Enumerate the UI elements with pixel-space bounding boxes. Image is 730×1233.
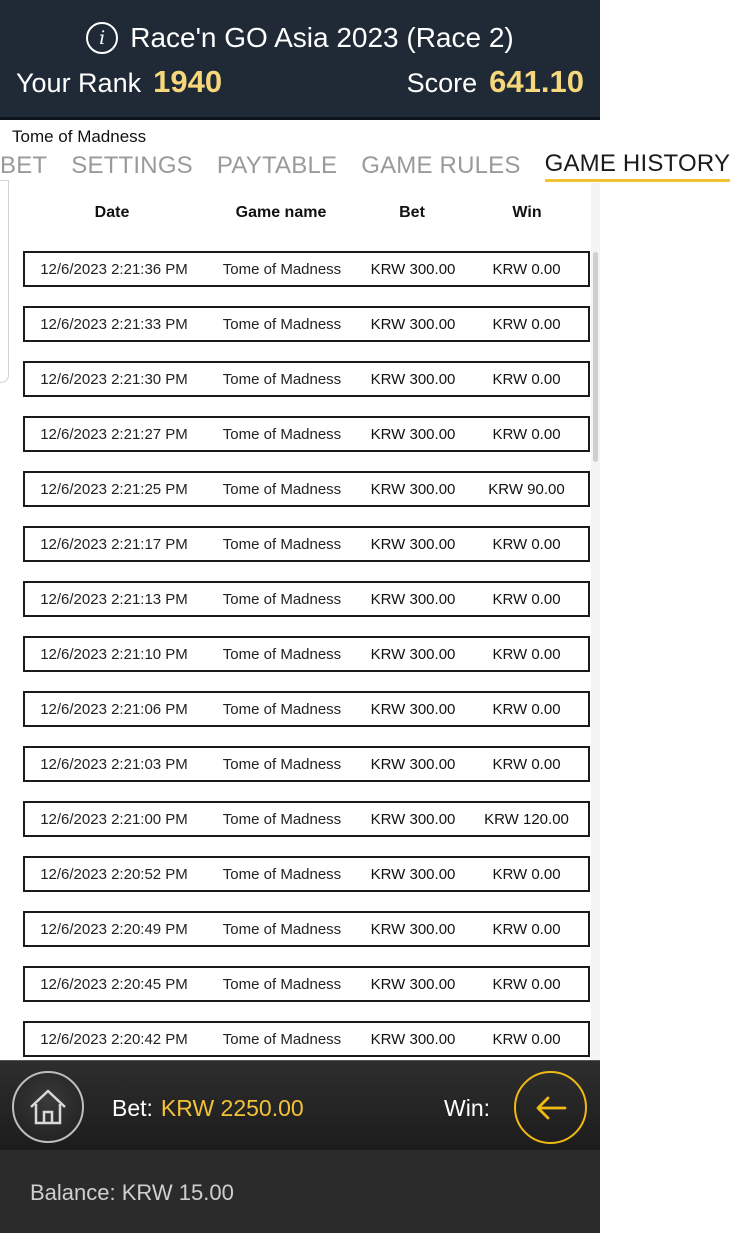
race-title: Race'n GO Asia 2023 (Race 2) bbox=[130, 22, 514, 53]
score-display bbox=[407, 64, 584, 100]
row-date: 12/6/2023 2:20:49 PM bbox=[40, 920, 188, 938]
row-bet: KRW 300.00 bbox=[370, 645, 456, 663]
tab-game-rules[interactable]: GAME RULES bbox=[361, 152, 521, 179]
row-game-name: Tome of Madness bbox=[222, 920, 342, 938]
row-game-name: Tome of Madness bbox=[222, 535, 342, 553]
row-game-name: Tome of Madness bbox=[222, 865, 342, 883]
race-title-row[interactable] bbox=[0, 22, 600, 54]
row-win: KRW 0.00 bbox=[492, 1030, 561, 1048]
history-row[interactable] bbox=[23, 746, 590, 782]
row-bet: KRW 300.00 bbox=[370, 700, 456, 718]
row-win: KRW 0.00 bbox=[492, 370, 561, 388]
row-date: 12/6/2023 2:21:30 PM bbox=[40, 370, 188, 388]
row-bet: KRW 300.00 bbox=[370, 425, 456, 443]
history-list bbox=[23, 251, 590, 1076]
history-row[interactable] bbox=[23, 1021, 590, 1057]
row-game-name: Tome of Madness bbox=[222, 370, 342, 388]
row-date: 12/6/2023 2:21:03 PM bbox=[40, 755, 188, 773]
bet-value: KRW 2250.00 bbox=[160, 1095, 304, 1121]
rank-label: Your Rank bbox=[16, 68, 142, 98]
tab-game-history[interactable]: GAME HISTORY bbox=[545, 150, 730, 182]
bet-label: Bet: bbox=[112, 1095, 153, 1121]
scrollbar-thumb[interactable] bbox=[593, 252, 598, 462]
history-row[interactable] bbox=[23, 691, 590, 727]
row-date: 12/6/2023 2:21:27 PM bbox=[40, 425, 188, 443]
row-game-name: Tome of Madness bbox=[222, 810, 342, 828]
row-date: 12/6/2023 2:21:36 PM bbox=[40, 260, 188, 278]
row-game-name: Tome of Madness bbox=[222, 700, 342, 718]
row-bet: KRW 300.00 bbox=[370, 590, 456, 608]
row-bet: KRW 300.00 bbox=[370, 1030, 456, 1048]
row-date: 12/6/2023 2:21:13 PM bbox=[40, 590, 188, 608]
history-row[interactable] bbox=[23, 526, 590, 562]
row-bet: KRW 300.00 bbox=[370, 480, 456, 498]
column-header-game-name: Game name bbox=[235, 204, 327, 221]
row-win: KRW 0.00 bbox=[492, 755, 561, 773]
row-bet: KRW 300.00 bbox=[370, 810, 456, 828]
game-title: Tome of Madness bbox=[0, 123, 600, 149]
history-row[interactable] bbox=[23, 416, 590, 452]
history-row[interactable] bbox=[23, 306, 590, 342]
row-date: 12/6/2023 2:20:52 PM bbox=[40, 865, 188, 883]
column-header-win: Win bbox=[512, 204, 542, 221]
score-label: Score bbox=[406, 68, 478, 98]
back-button[interactable] bbox=[514, 1071, 587, 1144]
row-game-name: Tome of Madness bbox=[222, 1030, 342, 1048]
row-game-name: Tome of Madness bbox=[222, 480, 342, 498]
row-game-name: Tome of Madness bbox=[222, 975, 342, 993]
arrow-left-icon bbox=[533, 1090, 569, 1126]
collapsed-side-panel bbox=[0, 180, 9, 383]
row-win: KRW 120.00 bbox=[484, 810, 569, 828]
row-win: KRW 0.00 bbox=[492, 590, 561, 608]
row-game-name: Tome of Madness bbox=[222, 425, 342, 443]
history-table-header bbox=[22, 204, 590, 228]
row-win: KRW 0.00 bbox=[492, 920, 561, 938]
row-game-name: Tome of Madness bbox=[222, 590, 342, 608]
history-row[interactable] bbox=[23, 636, 590, 672]
bottom-control-bar bbox=[0, 1060, 600, 1150]
row-date: 12/6/2023 2:21:33 PM bbox=[40, 315, 188, 333]
row-date: 12/6/2023 2:21:06 PM bbox=[40, 700, 188, 718]
row-game-name: Tome of Madness bbox=[222, 755, 342, 773]
rank-display bbox=[16, 64, 222, 100]
column-header-bet: Bet bbox=[399, 204, 425, 221]
row-bet: KRW 300.00 bbox=[370, 755, 456, 773]
race-header bbox=[0, 0, 600, 120]
history-row[interactable] bbox=[23, 911, 590, 947]
score-value: 641.10 bbox=[489, 64, 584, 99]
row-game-name: Tome of Madness bbox=[222, 315, 342, 333]
tab-paytable[interactable]: PAYTABLE bbox=[216, 152, 338, 179]
history-row[interactable] bbox=[23, 251, 590, 287]
balance-bar bbox=[0, 1150, 600, 1233]
home-icon bbox=[27, 1086, 69, 1128]
row-date: 12/6/2023 2:20:45 PM bbox=[40, 975, 188, 993]
history-row[interactable] bbox=[23, 856, 590, 892]
row-date: 12/6/2023 2:21:10 PM bbox=[40, 645, 188, 663]
row-win: KRW 0.00 bbox=[492, 535, 561, 553]
row-game-name: Tome of Madness bbox=[222, 645, 342, 663]
row-bet: KRW 300.00 bbox=[370, 920, 456, 938]
row-bet: KRW 300.00 bbox=[370, 975, 456, 993]
row-win: KRW 0.00 bbox=[492, 645, 561, 663]
row-win: KRW 0.00 bbox=[492, 865, 561, 883]
row-win: KRW 0.00 bbox=[492, 425, 561, 443]
row-win: KRW 90.00 bbox=[488, 480, 565, 498]
tab-settings[interactable]: SETTINGS bbox=[71, 152, 193, 179]
row-win: KRW 0.00 bbox=[492, 315, 561, 333]
history-row[interactable] bbox=[23, 581, 590, 617]
history-row[interactable] bbox=[23, 471, 590, 507]
history-row[interactable] bbox=[23, 361, 590, 397]
row-date: 12/6/2023 2:21:25 PM bbox=[40, 480, 188, 498]
row-bet: KRW 300.00 bbox=[370, 315, 456, 333]
row-game-name: Tome of Madness bbox=[222, 260, 342, 278]
menu-tabs bbox=[0, 149, 730, 183]
tab-bet[interactable]: BET bbox=[0, 152, 48, 179]
home-button[interactable] bbox=[12, 1071, 84, 1143]
row-bet: KRW 300.00 bbox=[370, 370, 456, 388]
win-label: Win: bbox=[444, 1095, 490, 1121]
row-win: KRW 0.00 bbox=[492, 260, 561, 278]
rank-value: 1940 bbox=[153, 64, 223, 99]
row-date: 12/6/2023 2:20:42 PM bbox=[40, 1030, 188, 1048]
row-date: 12/6/2023 2:21:17 PM bbox=[40, 535, 188, 553]
history-row[interactable] bbox=[23, 801, 590, 837]
history-row[interactable] bbox=[23, 966, 590, 1002]
row-date: 12/6/2023 2:21:00 PM bbox=[40, 810, 188, 828]
row-win: KRW 0.00 bbox=[492, 975, 561, 993]
column-header-date: Date bbox=[94, 204, 130, 221]
info-icon[interactable]: i bbox=[86, 22, 118, 54]
row-win: KRW 0.00 bbox=[492, 700, 561, 718]
row-bet: KRW 300.00 bbox=[370, 260, 456, 278]
balance-display: Balance: KRW 15.00 bbox=[30, 1180, 234, 1205]
row-bet: KRW 300.00 bbox=[370, 865, 456, 883]
total-bet-display bbox=[112, 1095, 304, 1122]
row-bet: KRW 300.00 bbox=[370, 535, 456, 553]
